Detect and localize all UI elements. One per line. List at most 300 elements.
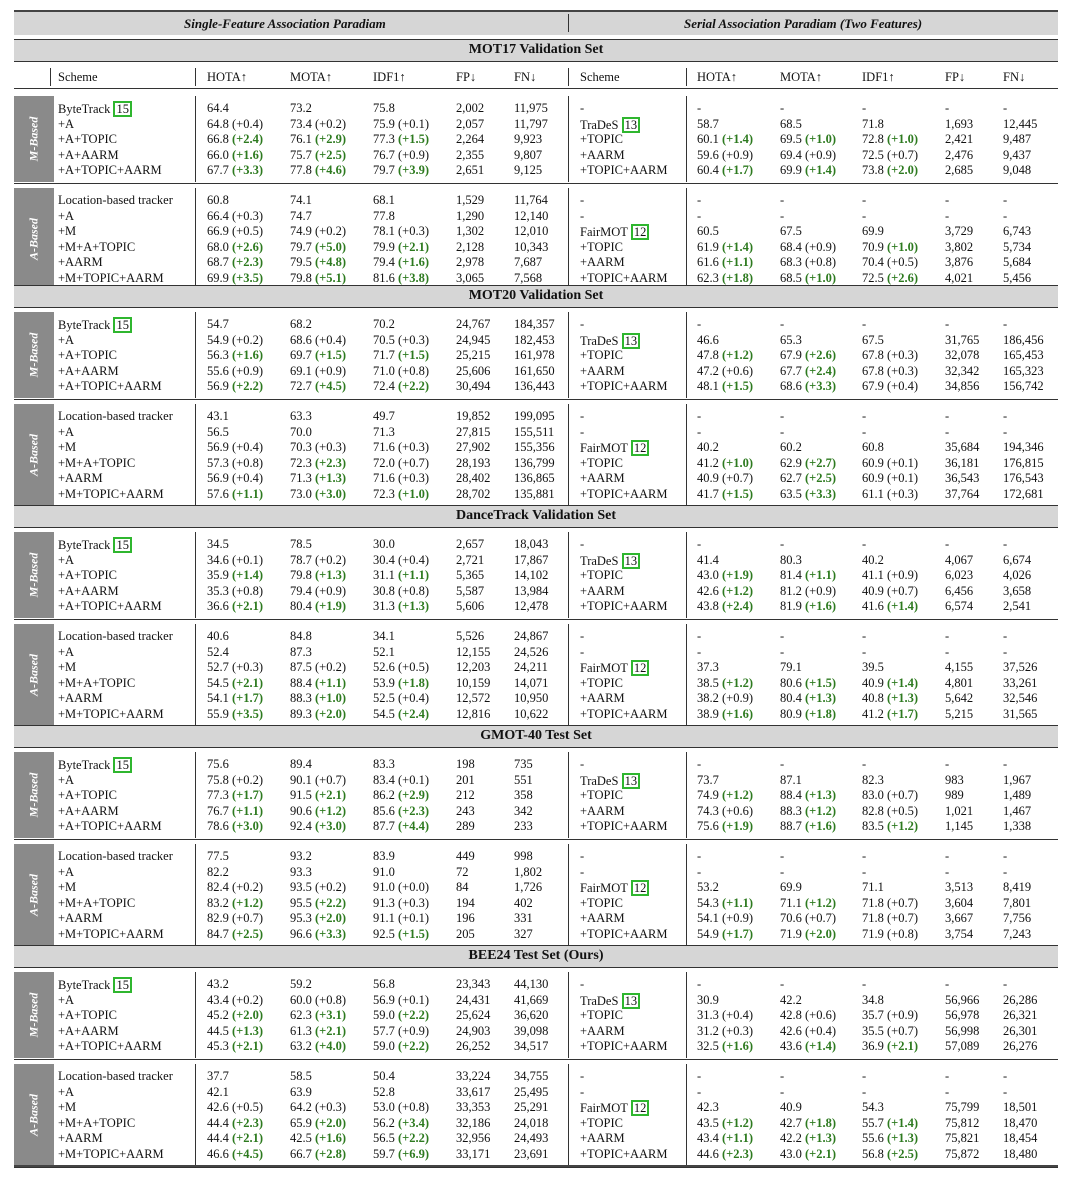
- scheme-cell: [58, 193, 173, 209]
- serial-idf1-cell-value: 54.3: [862, 1100, 884, 1115]
- fn-cell-value: 342: [514, 803, 533, 818]
- idf1-cell-delta: (+2.2): [398, 1039, 430, 1054]
- hota-cell: [207, 757, 229, 773]
- serial-scheme-cell: [580, 911, 625, 927]
- scheme-cell: [58, 1039, 162, 1055]
- serial-fp-cell-value: 32,078: [945, 348, 980, 363]
- serial-mota-cell-delta: (+3.3): [805, 379, 837, 394]
- fn-cell-value: 13,984: [514, 583, 549, 598]
- serial-fp-cell-value: 37,764: [945, 487, 980, 501]
- serial-idf1-cell: [862, 849, 866, 865]
- fp-cell: [456, 209, 484, 225]
- serial-mota-cell-delta: (+2.1): [805, 1147, 837, 1161]
- table-row: [0, 209, 1080, 225]
- serial-scheme-cell: [580, 993, 640, 1010]
- serial-hota-cell: [697, 849, 701, 865]
- serial-fn-cell-value: 6,743: [1003, 224, 1032, 239]
- mota-cell-delta: (+2.0): [315, 911, 347, 926]
- serial-fp-cell: [945, 148, 973, 164]
- mota-cell-value: 77.8: [290, 163, 312, 178]
- hota-cell-delta: (+2.1): [232, 599, 264, 614]
- fn-cell: [514, 599, 548, 615]
- serial-idf1-cell: [862, 865, 866, 881]
- scheme-cell-value: +M+TOPIC+AARM: [58, 1147, 164, 1161]
- serial-hota-cell-delta: (+1.9): [722, 819, 754, 834]
- fp-cell-value: 212: [456, 788, 475, 803]
- fn-cell-value: 34,517: [514, 1039, 549, 1054]
- fn-cell: [514, 209, 548, 225]
- mota-cell: [290, 1116, 346, 1132]
- serial-hota-cell-value: 32.5: [697, 1039, 719, 1054]
- serial-idf1-header: IDF1↑: [862, 70, 895, 84]
- mota-cell: [290, 240, 346, 256]
- idf1-cell: [373, 707, 429, 723]
- fp-cell: [456, 880, 469, 896]
- serial-fn-cell: [1003, 255, 1031, 271]
- serial-fn-cell-value: 18,454: [1003, 1131, 1038, 1146]
- table-row: [0, 425, 1080, 441]
- serial-idf1-cell: [862, 1069, 866, 1085]
- serial-mota-cell-value: 87.1: [780, 772, 802, 787]
- serial-fp-cell-value: -: [945, 1069, 950, 1083]
- fn-cell-value: 136,443: [514, 379, 555, 394]
- serial-hota-cell: [697, 317, 701, 333]
- scheme-cell-value: +A: [58, 552, 75, 567]
- serial-hota-cell: [697, 896, 753, 912]
- hota-cell-delta: (+1.3): [232, 1023, 264, 1038]
- idf1-cell: [373, 819, 429, 835]
- serial-idf1-cell-value: -: [862, 757, 867, 771]
- serial-fp-cell-value: -: [945, 101, 950, 115]
- mota-cell: [290, 553, 346, 569]
- idf1-cell: [373, 1069, 395, 1085]
- serial-hota-cell-value: -: [697, 537, 702, 551]
- scheme-cell: [58, 148, 119, 164]
- serial-fp-cell: [945, 676, 973, 692]
- serial-fp-cell-value: 4,801: [945, 675, 974, 690]
- serial-fp-cell-value: 56,998: [945, 1023, 980, 1038]
- serial-fp-cell: [945, 255, 973, 271]
- mota-cell: [290, 348, 346, 364]
- fn-cell: [514, 132, 542, 148]
- hota-cell-value: 43.2: [207, 977, 229, 991]
- fn-cell-value: 184,357: [514, 317, 555, 331]
- serial-fp-cell: [945, 209, 949, 225]
- table-row: [0, 553, 1080, 569]
- hota-cell: [207, 471, 263, 487]
- fn-cell: [514, 1116, 548, 1132]
- fp-cell: [456, 660, 490, 676]
- serial-fp-cell: [945, 101, 949, 117]
- serial-scheme-cell: [580, 773, 640, 790]
- mota-cell-delta: (+2.0): [315, 707, 347, 721]
- serial-scheme-cell-value: TraDeS: [580, 553, 622, 568]
- idf1-cell-delta: (+2.2): [398, 1008, 430, 1023]
- fp-cell-value: 19,852: [456, 409, 491, 423]
- fn-cell-value: 551: [514, 772, 533, 787]
- mota-cell: [290, 896, 346, 912]
- fn-cell-value: 12,140: [514, 208, 549, 223]
- serial-mota-cell: [780, 977, 784, 993]
- hota-cell: [207, 880, 263, 896]
- table-row: [0, 849, 1080, 865]
- serial-idf1-cell-value: 72.5 (+0.7): [862, 147, 918, 162]
- hota-cell-value: 56.3: [207, 348, 229, 363]
- serial-fp-cell: [945, 629, 949, 645]
- serial-scheme-cell: [580, 163, 668, 179]
- idf1-cell-delta: (+1.1): [398, 568, 430, 583]
- serial-fp-cell-value: 3,513: [945, 880, 974, 895]
- fp-cell-value: 5,365: [456, 568, 485, 583]
- hota-cell-value: 42.6 (+0.5): [207, 1100, 263, 1115]
- serial-mota-cell-value: 79.1: [780, 660, 802, 675]
- idf1-cell-delta: (+1.5): [398, 348, 430, 363]
- mota-cell-value: 73.0: [290, 487, 312, 501]
- serial-mota-cell-value: 68.3 (+0.8): [780, 255, 836, 270]
- serial-mota-cell: [780, 645, 784, 661]
- serial-fn-cell-value: 9,048: [1003, 163, 1032, 178]
- scheme-cell: [58, 676, 135, 692]
- serial-scheme-cell-value: FairMOT: [580, 881, 631, 896]
- serial-idf1-cell-value: 60.9 (+0.1): [862, 455, 918, 470]
- hota-cell-value: 55.6 (+0.9): [207, 363, 263, 378]
- dataset-title-4: BEE24 Test Set (Ours): [14, 945, 1058, 967]
- fn-cell-value: 44,130: [514, 977, 549, 991]
- idf1-cell-value: 52.5 (+0.4): [373, 691, 429, 706]
- serial-fp-cell: [945, 117, 973, 133]
- serial-fp-cell: [945, 537, 949, 553]
- mota-cell: [290, 409, 312, 425]
- scheme-cell-value: +A: [58, 772, 75, 787]
- serial-scheme-cell-value: +TOPIC: [580, 239, 623, 254]
- fp-cell-value: 10,159: [456, 675, 491, 690]
- serial-hota-cell: [697, 1116, 753, 1132]
- serial-hota-cell-value: 46.6: [697, 332, 719, 347]
- fp-cell: [456, 1039, 490, 1055]
- fn-cell-value: 10,343: [514, 239, 549, 254]
- mota-cell-value: 68.6 (+0.4): [290, 332, 346, 347]
- idf1-cell: [373, 788, 429, 804]
- serial-scheme-cell: [580, 707, 668, 723]
- serial-mota-cell: [780, 993, 802, 1009]
- serial-mota-cell-delta: (+1.5): [805, 675, 837, 690]
- hota-cell-value: 44.4: [207, 1131, 229, 1146]
- table-row: [0, 804, 1080, 820]
- serial-idf1-cell: [862, 117, 884, 133]
- fn-cell-value: 735: [514, 757, 533, 771]
- serial-mota-cell: [780, 425, 784, 441]
- serial-fn-cell-value: 172,681: [1003, 487, 1044, 501]
- mota-cell-value: 63.9: [290, 1084, 312, 1099]
- serial-mota-cell-value: 63.5: [780, 487, 802, 501]
- serial-fp-cell: [945, 1100, 979, 1116]
- serial-mota-cell-value: 62.9: [780, 455, 802, 470]
- idf1-cell: [373, 537, 395, 553]
- idf1-cell: [373, 804, 429, 820]
- serial-fp-cell-value: 56,966: [945, 992, 980, 1007]
- scheme-cell-value: +M+A+TOPIC: [58, 1115, 136, 1130]
- serial-mota-cell: [780, 880, 802, 896]
- serial-fn-cell: [1003, 757, 1007, 773]
- serial-idf1-cell-value: -: [862, 409, 867, 423]
- serial-fn-cell-value: 26,321: [1003, 1008, 1038, 1023]
- hota-cell-delta: (+3.3): [232, 163, 264, 178]
- hota-cell-value: 42.1: [207, 1084, 229, 1099]
- scheme-cell-citation-box: 15: [113, 757, 132, 773]
- serial-hota-cell: [697, 819, 753, 835]
- serial-hota-cell: [697, 471, 753, 487]
- fp-cell-value: 84: [456, 880, 469, 895]
- serial-scheme-cell: [580, 1024, 625, 1040]
- hota-cell: [207, 911, 263, 927]
- serial-mota-cell-delta: (+3.3): [805, 487, 837, 501]
- idf1-cell: [373, 927, 429, 943]
- scheme-cell: [58, 707, 164, 723]
- idf1-cell-delta: (+1.5): [398, 927, 430, 941]
- scheme-cell-value: +A+TOPIC+AARM: [58, 599, 162, 614]
- serial-fp-cell-value: -: [945, 977, 950, 991]
- hota-cell-value: 34.6 (+0.1): [207, 552, 263, 567]
- serial-fn-cell: [1003, 148, 1031, 164]
- scheme-cell-value: Location-based tracker: [58, 849, 173, 863]
- serial-fp-cell-value: -: [945, 424, 950, 439]
- serial-fp-cell-value: 34,856: [945, 379, 980, 394]
- serial-hota-cell-value: -: [697, 208, 702, 223]
- mota-cell: [290, 255, 346, 271]
- scheme-cell: [58, 645, 74, 661]
- serial-mota-cell: [780, 584, 836, 600]
- serial-mota-cell-value: -: [780, 208, 785, 223]
- serial-hota-cell-value: 48.1: [697, 379, 719, 394]
- scheme-cell: [58, 456, 135, 472]
- scheme-cell-value: +M: [58, 1100, 77, 1115]
- serial-hota-cell-value: -: [697, 757, 702, 771]
- mota-cell: [290, 471, 346, 487]
- serial-hota-cell-value: -: [697, 1069, 702, 1083]
- serial-fp-cell-value: -: [945, 1084, 950, 1099]
- mota-cell-delta: (+1.3): [315, 568, 347, 583]
- table-row: [0, 865, 1080, 881]
- serial-scheme-cell-value: FairMOT: [580, 225, 631, 240]
- serial-fn-cell: [1003, 379, 1044, 395]
- serial-hota-cell-delta: (+1.7): [722, 163, 754, 178]
- mota-cell: [290, 364, 346, 380]
- serial-scheme-cell-citation-box: 12: [631, 660, 650, 676]
- serial-scheme-cell: [580, 1039, 668, 1055]
- fp-cell: [456, 471, 490, 487]
- scheme-cell: [58, 240, 135, 256]
- serial-fp-cell-value: 35,684: [945, 440, 980, 455]
- mota-cell-value: 92.4: [290, 819, 312, 834]
- fp-cell: [456, 193, 484, 209]
- serial-mota-cell-delta: (+2.5): [805, 471, 837, 486]
- serial-scheme-cell-value: -: [580, 537, 585, 551]
- idf1-cell-value: 56.9 (+0.1): [373, 992, 429, 1007]
- serial-hota-cell: [697, 379, 753, 395]
- mota-cell-value: 78.7 (+0.2): [290, 552, 346, 567]
- serial-scheme-cell: [580, 1100, 649, 1117]
- mota-cell-delta: (+3.0): [315, 819, 347, 834]
- fp-cell-value: 289: [456, 819, 475, 834]
- serial-fp-cell-value: 36,181: [945, 455, 980, 470]
- serial-scheme-cell-value: +TOPIC+AARM: [580, 1147, 668, 1161]
- paradigm-divider: [568, 14, 569, 32]
- idf1-cell: [373, 163, 429, 179]
- serial-fn-cell: [1003, 1147, 1037, 1163]
- group-rule: [14, 839, 1058, 840]
- serial-fn-cell: [1003, 1008, 1037, 1024]
- mota-cell-value: 87.3: [290, 644, 312, 659]
- scheme-cell: [58, 691, 103, 707]
- serial-mota-cell-value: -: [780, 317, 785, 331]
- serial-scheme-cell: [580, 568, 623, 584]
- serial-hota-cell-value: -: [697, 864, 702, 879]
- serial-fp-cell: [945, 1039, 979, 1055]
- idf1-cell-value: 91.0: [373, 864, 395, 879]
- idf1-cell-value: 49.7: [373, 409, 395, 423]
- serial-scheme-cell-value: -: [580, 644, 585, 659]
- idf1-cell-value: 56.8: [373, 977, 395, 991]
- scheme-cell-value: +M+TOPIC+AARM: [58, 927, 164, 941]
- serial-idf1-cell-value: 41.6: [862, 599, 884, 614]
- serial-scheme-cell: [580, 1131, 625, 1147]
- fn-cell: [514, 804, 533, 820]
- fn-cell: [514, 224, 548, 240]
- fp-cell: [456, 707, 490, 723]
- serial-hota-cell: [697, 1069, 701, 1085]
- serial-fn-cell-value: 5,684: [1003, 255, 1032, 270]
- serial-hota-cell-delta: (+1.2): [722, 348, 754, 363]
- serial-scheme-cell-citation-box: 13: [622, 993, 641, 1009]
- serial-fn-cell: [1003, 132, 1031, 148]
- serial-fp-cell-value: -: [945, 629, 950, 643]
- serial-hota-cell: [697, 773, 719, 789]
- scheme-cell-value: +M+A+TOPIC: [58, 239, 136, 254]
- idf1-cell-delta: (+3.8): [398, 271, 430, 285]
- serial-hota-cell: [697, 584, 753, 600]
- mota-cell: [290, 1147, 346, 1163]
- hota-cell-value: 56.9 (+0.4): [207, 440, 263, 455]
- table-row: [0, 487, 1080, 503]
- serial-idf1-cell-value: 56.8: [862, 1147, 884, 1161]
- idf1-cell: [373, 471, 429, 487]
- hota-cell-value: 82.2: [207, 864, 229, 879]
- fp-cell: [456, 487, 490, 503]
- serial-fp-cell: [945, 1147, 979, 1163]
- hota-cell-value: 44.5: [207, 1023, 229, 1038]
- serial-hota-cell-value: 59.6 (+0.9): [697, 147, 753, 162]
- serial-mota-cell-value: 42.6 (+0.4): [780, 1023, 836, 1038]
- serial-idf1-cell-delta: (+1.4): [887, 675, 919, 690]
- serial-idf1-cell-value: 39.5: [862, 660, 884, 675]
- serial-hota-cell-value: -: [697, 317, 702, 331]
- idf1-cell: [373, 487, 429, 503]
- serial-scheme-cell: [580, 1085, 584, 1101]
- fn-cell: [514, 317, 555, 333]
- hota-cell-value: 77.5: [207, 849, 229, 863]
- serial-scheme-cell-value: +TOPIC: [580, 132, 623, 147]
- serial-hota-cell-delta: (+1.7): [722, 927, 754, 941]
- mota-cell-value: 62.3: [290, 1008, 312, 1023]
- serial-fn-cell-value: 5,734: [1003, 239, 1032, 254]
- hota-cell: [207, 132, 263, 148]
- table-row: [0, 757, 1080, 773]
- mota-cell: [290, 379, 346, 395]
- serial-hota-cell-value: -: [697, 644, 702, 659]
- serial-hota-cell-delta: (+1.1): [722, 255, 754, 270]
- mota-cell-delta: (+1.6): [315, 1131, 347, 1146]
- table-row: [0, 599, 1080, 615]
- scheme-cell: [58, 773, 74, 789]
- group-rule: [14, 399, 1058, 400]
- hota-cell-value: 54.9 (+0.2): [207, 332, 263, 347]
- table-row: [0, 1131, 1080, 1147]
- fp-cell-value: 32,186: [456, 1115, 491, 1130]
- fp-cell: [456, 1116, 490, 1132]
- serial-scheme-cell: [580, 676, 623, 692]
- dataset-title-2: DanceTrack Validation Set: [14, 505, 1058, 527]
- serial-hota-cell: [697, 788, 753, 804]
- serial-scheme-cell: [580, 487, 668, 503]
- serial-idf1-cell: [862, 163, 918, 179]
- serial-mota-cell-value: -: [780, 537, 785, 551]
- fp-cell-value: 1,302: [456, 224, 485, 239]
- fn-cell: [514, 425, 554, 441]
- fp-cell-value: 196: [456, 911, 475, 926]
- serial-mota-cell: [780, 1116, 836, 1132]
- fn-cell: [514, 757, 533, 773]
- serial-idf1-cell-value: 71.8: [862, 116, 884, 131]
- fn-cell-value: 41,669: [514, 992, 549, 1007]
- serial-fn-cell-value: 1,467: [1003, 803, 1032, 818]
- idf1-cell-value: 71.7: [373, 348, 395, 363]
- serial-fp-cell-value: 4,021: [945, 271, 974, 285]
- fp-cell: [456, 537, 484, 553]
- fp-cell: [456, 645, 490, 661]
- hota-cell-delta: (+1.7): [232, 788, 264, 803]
- fn-cell: [514, 487, 555, 503]
- serial-idf1-cell-value: 82.3: [862, 772, 884, 787]
- fp-cell: [456, 1069, 490, 1085]
- serial-fn-cell-value: 1,338: [1003, 819, 1032, 834]
- fp-cell-value: 26,252: [456, 1039, 491, 1054]
- serial-scheme-cell: [580, 117, 640, 134]
- mota-cell: [290, 849, 312, 865]
- serial-mota-cell: [780, 1008, 836, 1024]
- serial-mota-cell-value: -: [780, 644, 785, 659]
- fn-cell-value: 24,493: [514, 1131, 549, 1146]
- hota-header: HOTA↑: [207, 70, 247, 84]
- idf1-cell: [373, 240, 429, 256]
- idf1-cell-value: 79.7: [373, 163, 395, 178]
- serial-scheme-cell-value: +AARM: [580, 363, 625, 378]
- idf1-cell: [373, 117, 429, 133]
- serial-scheme-cell-value: -: [580, 208, 585, 223]
- fp-cell: [456, 849, 475, 865]
- idf1-cell-value: 53.0 (+0.8): [373, 1100, 429, 1115]
- serial-mota-cell: [780, 317, 784, 333]
- fn-cell: [514, 333, 555, 349]
- serial-mota-cell: [780, 788, 836, 804]
- serial-idf1-cell: [862, 209, 866, 225]
- mota-cell-value: 90.1 (+0.7): [290, 772, 346, 787]
- serial-scheme-cell: [580, 819, 668, 835]
- serial-hota-cell-value: 62.3: [697, 271, 719, 285]
- table-row: [0, 660, 1080, 676]
- fn-cell: [514, 148, 542, 164]
- serial-mota-cell: [780, 599, 836, 615]
- fn-cell: [514, 773, 533, 789]
